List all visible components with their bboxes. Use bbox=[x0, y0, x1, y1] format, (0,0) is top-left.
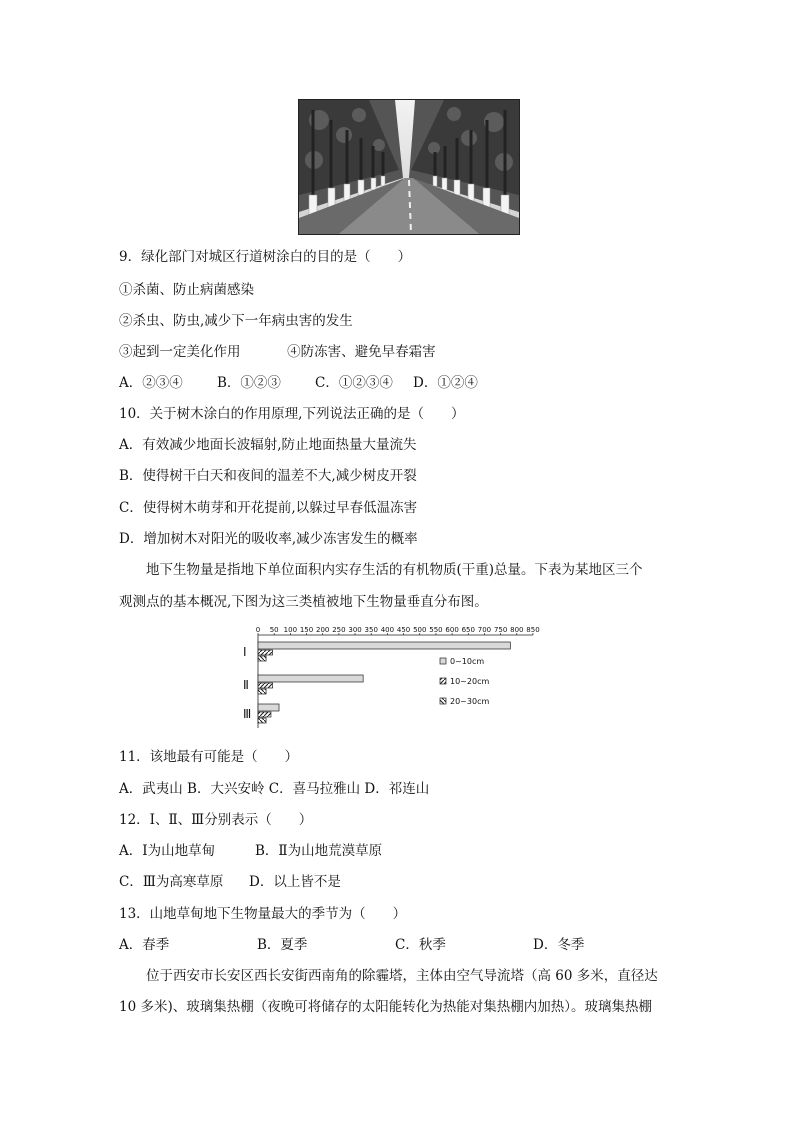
legend-label: 20~30cm bbox=[450, 697, 490, 706]
bar-0-2 bbox=[258, 656, 266, 661]
q10-option-b: B．使得树干白天和夜间的温差不大,减少树皮开裂 bbox=[119, 468, 417, 484]
q13-option-d: D．冬季 bbox=[533, 937, 585, 953]
x-tick-label: 450 bbox=[396, 626, 411, 634]
q9-item-4: ④防冻害、避免早春霜害 bbox=[287, 344, 436, 360]
x-tick-label: 250 bbox=[332, 626, 346, 634]
bar-1-2 bbox=[258, 689, 266, 694]
x-tick-label: 550 bbox=[429, 626, 443, 634]
q11-stem: 11．该地最有可能是（ ） bbox=[119, 749, 299, 765]
x-tick-label: 300 bbox=[348, 626, 362, 634]
q11-options: A．武夷山 B．大兴安岭 C．喜马拉雅山 D．祁连山 bbox=[119, 781, 430, 797]
q9-stem: 9．绿化部门对城区行道树涂白的目的是（ ） bbox=[119, 249, 412, 265]
legend-swatch bbox=[440, 678, 446, 684]
q13-stem: 13．山地草甸地下生物量最大的季节为（ ） bbox=[119, 906, 407, 922]
q10-option-a: A．有效减少地面长波辐射,防止地面热量大量流失 bbox=[119, 437, 417, 453]
passage2-line1: 位于西安市长安区西长安街西南角的除霾塔，主体由空气导流塔（高 60 多米，直径达 bbox=[146, 968, 658, 984]
category-label: Ⅰ bbox=[243, 645, 247, 659]
q10-option-d: D．增加树木对阳光的吸收率,减少冻害发生的概率 bbox=[119, 531, 418, 547]
bar-2-0 bbox=[258, 704, 279, 711]
category-label: Ⅱ bbox=[243, 678, 249, 692]
q12-option-b: B．Ⅱ为山地荒漠草原 bbox=[255, 843, 383, 859]
x-tick-label: 650 bbox=[461, 626, 475, 634]
tree-road-photo bbox=[298, 99, 520, 235]
x-tick-label: 200 bbox=[316, 626, 330, 634]
passage1-line2: 观测点的基本概况,下图为这三类植被地下生物量垂直分布图。 bbox=[119, 594, 488, 610]
q12-option-c: C．Ⅲ为高寒草原 bbox=[119, 874, 224, 890]
x-tick-label: 0 bbox=[255, 626, 261, 634]
q13-options bbox=[119, 936, 584, 954]
q9-item-1: ①杀菌、防止病菌感染 bbox=[119, 282, 254, 298]
q13-option-c: C．秋季 bbox=[395, 937, 446, 953]
q9-options bbox=[119, 374, 478, 392]
bar-2-2 bbox=[258, 718, 266, 723]
q9-item-3: ③起到一定美化作用 bbox=[119, 344, 241, 360]
q10-option-c: C．使得树木萌芽和开花提前,以躲过早春低温冻害 bbox=[119, 500, 418, 516]
legend-label: 0~10cm bbox=[450, 657, 485, 666]
passage2-line2: 10 多米)、玻璃集热棚（夜晚可将储存的太阳能转化为热能对集热棚内加热）。玻璃集热棚 bbox=[119, 999, 652, 1015]
q9-option-d: D．①②④ bbox=[413, 375, 478, 391]
bar-1-1 bbox=[258, 683, 273, 688]
biomass-bar-chart bbox=[240, 624, 570, 732]
x-tick-label: 350 bbox=[364, 626, 378, 634]
q9-option-c: C．①②③④ bbox=[315, 375, 393, 391]
q12-options-ab bbox=[119, 842, 382, 860]
q13-option-b: B．夏季 bbox=[257, 937, 308, 953]
passage1-line1: 地下生物量是指地下单位面积内实存生活的有机物质(干重)总量。下表为某地区三个 bbox=[146, 562, 643, 578]
x-tick-label: 700 bbox=[477, 626, 492, 634]
bar-2-1 bbox=[258, 712, 271, 717]
q12-option-a: A．Ⅰ为山地草甸 bbox=[119, 843, 216, 859]
q12-stem: 12．Ⅰ、Ⅱ、Ⅲ分别表示（ ） bbox=[119, 812, 313, 828]
q9-option-b: B．①②③ bbox=[217, 375, 281, 391]
x-tick-label: 800 bbox=[510, 626, 524, 634]
bar-1-0 bbox=[258, 675, 363, 682]
x-tick-label: 850 bbox=[526, 626, 540, 634]
x-tick-label: 150 bbox=[299, 626, 314, 634]
x-tick-label: 500 bbox=[413, 626, 427, 634]
x-tick-label: 750 bbox=[493, 626, 508, 634]
legend-swatch bbox=[440, 658, 446, 664]
bar-0-0 bbox=[258, 642, 510, 649]
q9-option-a: A．②③④ bbox=[119, 375, 183, 391]
q12-option-d: D．以上皆不是 bbox=[249, 874, 341, 890]
category-label: Ⅲ bbox=[243, 707, 252, 721]
q13-option-a: A．春季 bbox=[119, 937, 170, 953]
x-tick-label: 100 bbox=[283, 626, 298, 634]
x-tick-label: 400 bbox=[380, 626, 395, 634]
x-tick-label: 50 bbox=[269, 626, 279, 634]
bar-0-1 bbox=[258, 650, 273, 655]
q10-stem: 10．关于树木涂白的作用原理,下列说法正确的是（ ） bbox=[119, 406, 465, 422]
q12-options-cd bbox=[119, 873, 341, 891]
q9-item-2: ②杀虫、防虫,减少下一年病虫害的发生 bbox=[119, 313, 353, 329]
legend-label: 10~20cm bbox=[450, 677, 490, 686]
q9-items-3-4 bbox=[119, 343, 436, 361]
legend-swatch bbox=[440, 698, 446, 704]
x-tick-label: 600 bbox=[445, 626, 459, 634]
